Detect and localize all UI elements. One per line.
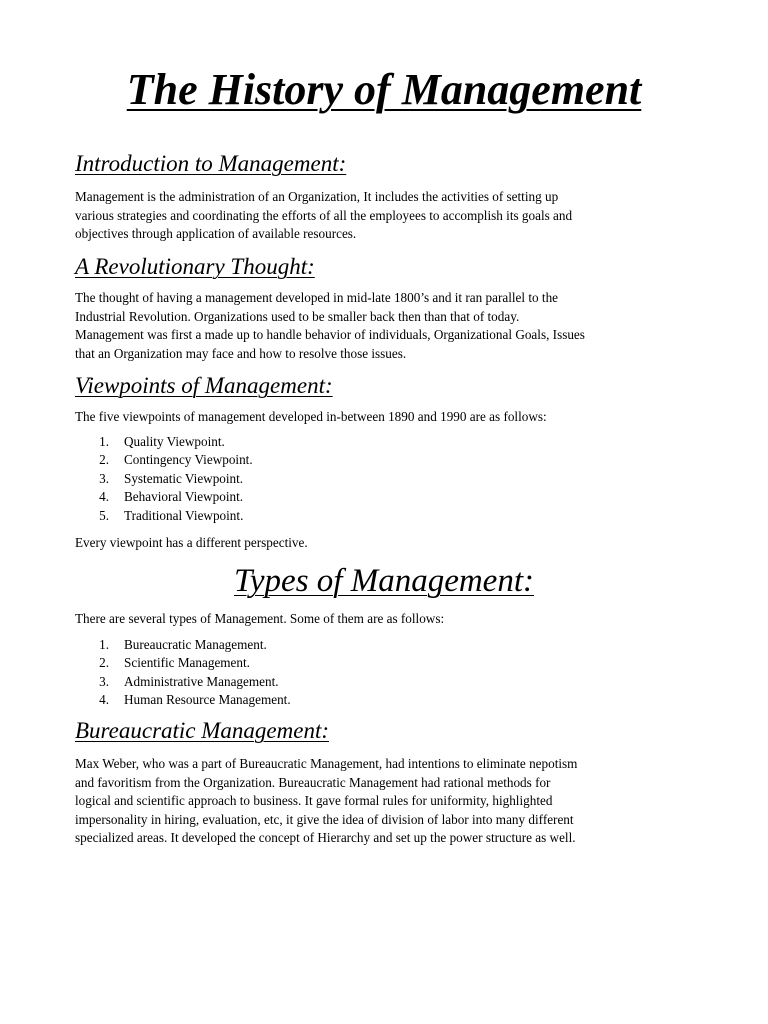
heading-viewpoints: Viewpoints of Management: <box>75 373 333 398</box>
text-line: Management is the administration of an Organization, It includes the activities of setting up <box>75 189 559 204</box>
list-item <box>75 691 291 709</box>
list-marker: 1. <box>99 637 109 652</box>
paragraph-viewpoints-outro <box>75 534 695 553</box>
list-item-text: Systematic Viewpoint. <box>124 470 244 486</box>
list-marker: 4. <box>99 489 109 505</box>
heading-bureaucratic: Bureaucratic Management: <box>75 718 329 743</box>
list-item <box>75 654 291 672</box>
paragraph-types-intro <box>75 610 695 629</box>
document-title: The History of Management <box>126 65 642 114</box>
text-line: specialized areas. It developed the concept of Hierarchy and set up the power structure as well. <box>75 830 576 846</box>
list-item <box>75 673 291 691</box>
list-item-text: Human Resource Management. <box>124 692 291 708</box>
heading-revolutionary-thought: A Revolutionary Thought: <box>75 254 315 279</box>
list-marker: 2. <box>99 655 109 671</box>
list-marker: 2. <box>99 452 109 468</box>
text-line: objectives through application of available resources. <box>75 226 357 242</box>
list-item-text: Bureaucratic Management. <box>124 637 267 652</box>
types-list <box>75 636 291 710</box>
list-item <box>75 507 253 525</box>
text-line: The thought of having a management developed in mid-late 1800’s and it ran parallel to the <box>75 290 559 305</box>
list-item-text: Contingency Viewpoint. <box>124 452 253 468</box>
text-line: Max Weber, who was a part of Bureaucratic Management, had intentions to eliminate nepotism <box>75 756 578 771</box>
list-item <box>75 433 253 451</box>
list-item <box>75 636 291 654</box>
text-line: impersonality in hiring, evaluation, etc, it give the idea of division of labor into many different <box>75 811 574 827</box>
list-item-text: Quality Viewpoint. <box>124 434 225 449</box>
paragraph-bureaucratic <box>75 755 695 848</box>
list-item-text: Scientific Management. <box>124 655 250 671</box>
text-line: There are several types of Management. Some of them are as follows: <box>75 611 445 626</box>
text-line: The five viewpoints of management developed in-between 1890 and 1990 are as follows: <box>75 409 547 424</box>
text-line: Every viewpoint has a different perspective. <box>75 535 308 550</box>
list-marker: 3. <box>99 470 109 486</box>
list-marker: 4. <box>99 692 109 708</box>
paragraph-revolutionary-thought <box>75 289 695 363</box>
list-item-text: Behavioral Viewpoint. <box>124 489 244 505</box>
text-line: various strategies and coordinating the efforts of all the employees to accomplish its goals and <box>75 207 573 223</box>
text-line: that an Organization may face and how to resolve those issues. <box>75 345 407 361</box>
text-line: Management was first a made up to handle behavior of individuals, Organizational Goals, Issues <box>75 327 585 343</box>
text-line: Industrial Revolution. Organizations used to be smaller back then than that of today. <box>75 308 520 324</box>
heading-introduction: Introduction to Management: <box>75 151 347 176</box>
paragraph-viewpoints-intro <box>75 408 695 427</box>
text-line: and favoritism from the Organization. Bureaucratic Management had rational methods for <box>75 774 551 790</box>
paragraph-introduction <box>75 188 695 244</box>
list-item <box>75 488 253 506</box>
list-item-text: Administrative Management. <box>124 673 279 689</box>
list-marker: 5. <box>99 507 109 523</box>
list-item <box>75 470 253 488</box>
text-line: logical and scientific approach to business. It gave formal rules for uniformity, highlighted <box>75 793 553 809</box>
viewpoints-list <box>75 433 253 525</box>
list-item <box>75 451 253 469</box>
list-marker: 1. <box>99 434 109 449</box>
heading-types: Types of Management: <box>234 563 534 599</box>
list-item-text: Traditional Viewpoint. <box>124 507 244 523</box>
list-marker: 3. <box>99 673 109 689</box>
